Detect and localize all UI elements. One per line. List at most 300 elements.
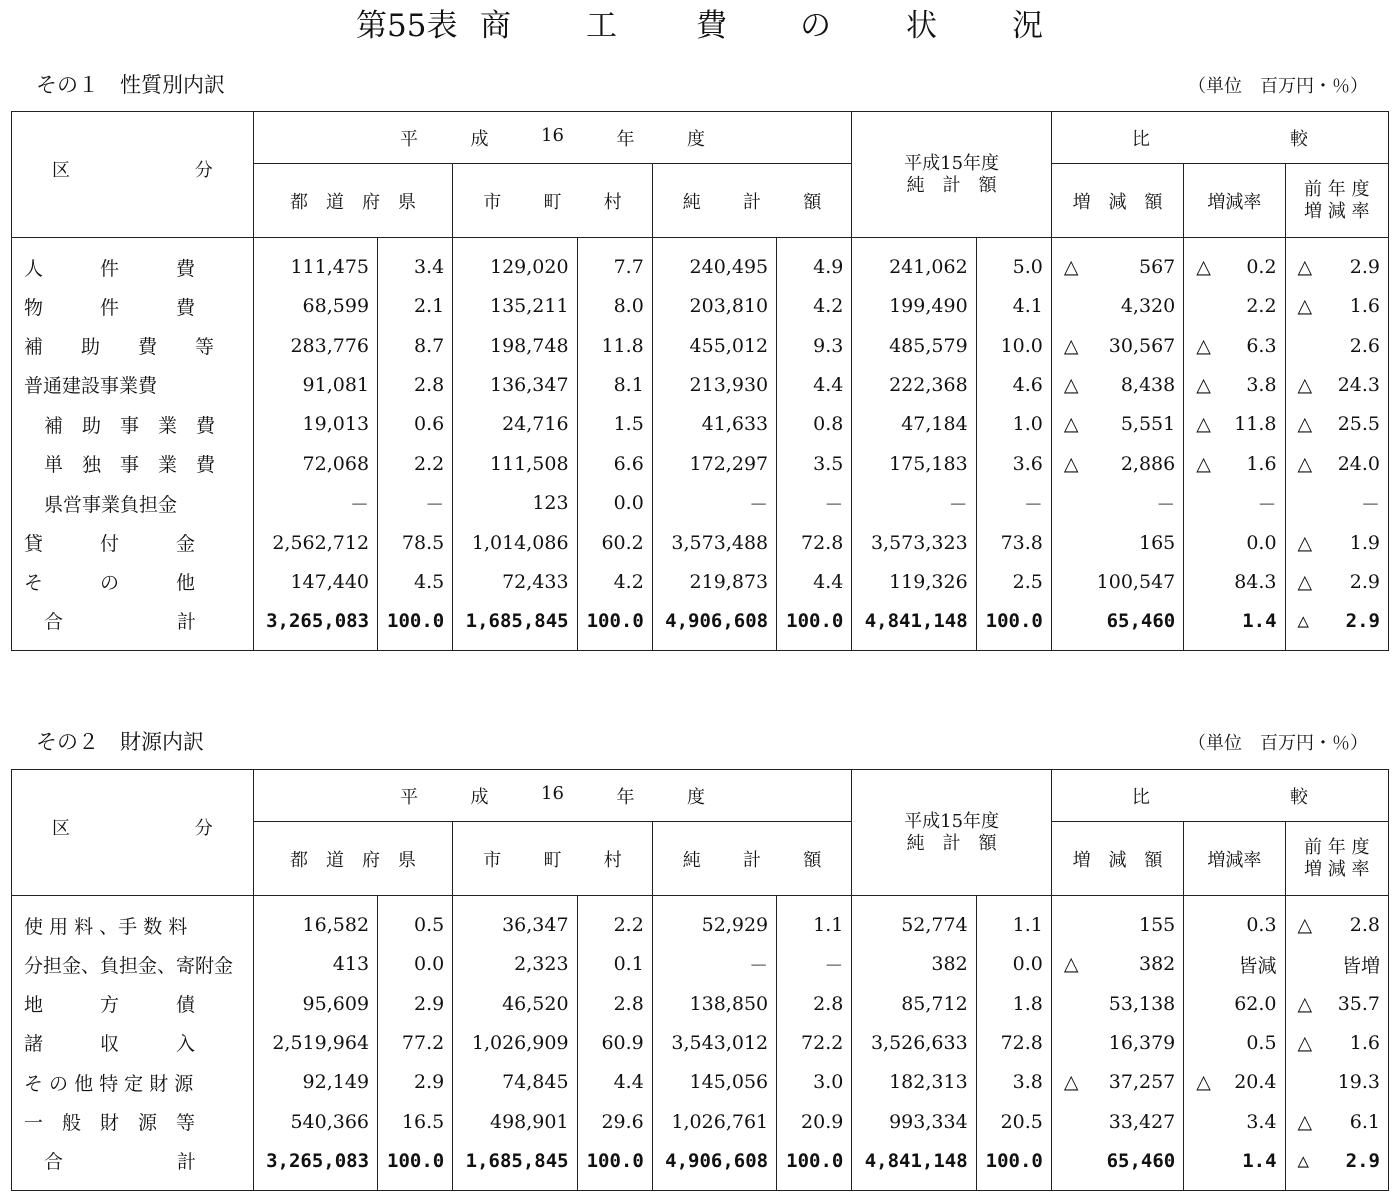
cell — [253, 326, 377, 365]
cell — [577, 444, 652, 483]
cell-value: 68,599 — [302, 295, 370, 318]
cell — [1051, 523, 1183, 562]
header-h15-line2: 純 計 額 — [906, 174, 997, 196]
cell — [577, 1023, 652, 1062]
triangle-icon: △ — [1297, 452, 1313, 475]
cell — [453, 562, 577, 601]
cell — [852, 238, 976, 287]
title-char: 費 — [696, 8, 727, 44]
header-pref: 都 道 府 県 — [253, 822, 453, 896]
header-compare-a: 比 — [1131, 786, 1150, 808]
cell — [1051, 405, 1183, 444]
cell-value: 6.3 — [1246, 334, 1277, 357]
header-h16 — [253, 112, 852, 164]
cell-value: 540,366 — [290, 1110, 370, 1133]
header-compare — [1051, 112, 1388, 164]
cell-value: 3.5 — [813, 452, 844, 475]
cell-value: 6.1 — [1349, 1110, 1380, 1133]
cell — [1184, 365, 1285, 404]
table-row — [12, 1141, 1389, 1190]
cell-value: 4,320 — [1120, 295, 1176, 318]
cell-value: 100.0 — [985, 1149, 1043, 1172]
cell — [652, 602, 776, 651]
triangle-icon: △ — [1063, 452, 1079, 475]
cell-value: 2.9 — [1349, 256, 1380, 279]
cell-value: 16,379 — [1108, 1031, 1176, 1054]
cell-value: 36,347 — [502, 914, 569, 937]
cell-value: 382 — [1138, 953, 1176, 976]
cell — [976, 523, 1051, 562]
cell — [777, 1141, 852, 1190]
row-label: 補 助 事 業 費 — [44, 414, 216, 437]
cell — [852, 326, 976, 365]
triangle-icon: △ — [1063, 1071, 1079, 1094]
cell-value: 3.6 — [1012, 452, 1043, 475]
cell — [852, 483, 976, 522]
cell — [1051, 1063, 1183, 1102]
cell — [1184, 523, 1285, 562]
cell-value: 4.9 — [813, 256, 844, 279]
page-title — [0, 4, 1400, 48]
row-label: 地 方 債 — [24, 994, 196, 1017]
triangle-icon: △ — [1196, 452, 1211, 475]
cell-value: 4.4 — [613, 1071, 644, 1094]
cell — [1285, 326, 1388, 365]
header-net-char: 純 — [682, 191, 701, 213]
cell — [1285, 896, 1388, 945]
cell — [777, 1063, 852, 1102]
cell-value: 129,020 — [490, 256, 569, 279]
cell — [453, 483, 577, 522]
cell — [652, 238, 776, 287]
cell — [652, 984, 776, 1023]
table-row — [12, 444, 1389, 483]
cell — [1051, 326, 1183, 365]
triangle-icon: △ — [1063, 953, 1079, 976]
header-prev-line1: 前 年 度 — [1304, 178, 1370, 200]
cell-value: 123 — [532, 492, 569, 515]
cell-value: 4,906,608 — [665, 609, 769, 632]
cell — [777, 562, 852, 601]
cell-value: 2.9 — [414, 1071, 445, 1094]
cell — [852, 1023, 976, 1062]
cell — [777, 945, 852, 984]
triangle-icon: △ — [1196, 256, 1211, 279]
cell-value: 20.5 — [1000, 1110, 1043, 1133]
cell — [378, 1023, 453, 1062]
header-muni — [453, 164, 653, 238]
cell-value: 2.8 — [414, 373, 445, 396]
cell — [1285, 1102, 1388, 1141]
header-net — [652, 164, 852, 238]
cell — [1184, 238, 1285, 287]
cell-value: 2.5 — [1012, 570, 1043, 593]
cell-value: 8.0 — [613, 295, 644, 318]
cell — [1184, 483, 1285, 522]
cell — [652, 945, 776, 984]
cell-value: 33,427 — [1108, 1110, 1176, 1133]
triangle-icon: △ — [1063, 413, 1079, 436]
cell-value: 74,845 — [502, 1071, 569, 1094]
header-rate: 増減率 — [1184, 822, 1285, 896]
table-row — [12, 287, 1389, 326]
row-label: 人 件 費 — [24, 257, 196, 280]
header-net-char: 額 — [803, 849, 822, 871]
cell-value: 7.7 — [613, 256, 644, 279]
header-h16-char: 平 — [399, 128, 418, 150]
cell — [253, 562, 377, 601]
cell-value: 91,081 — [302, 373, 370, 396]
cell-value: 3,573,323 — [870, 531, 968, 554]
header-kubun-a: 区 — [52, 159, 70, 181]
cell-value: 1.6 — [1349, 295, 1380, 318]
header-h16-char: 成 — [470, 128, 489, 150]
cell-value: 2.6 — [1349, 334, 1380, 357]
cell-value: 29.6 — [601, 1110, 644, 1133]
table-row — [12, 945, 1389, 984]
cell — [976, 1102, 1051, 1141]
triangle-icon: △ — [1297, 992, 1313, 1015]
cell-value: 77.2 — [401, 1031, 445, 1054]
cell-value: 95,609 — [302, 992, 370, 1015]
cell — [453, 405, 577, 444]
cell-value: 382 — [931, 953, 968, 976]
cell — [253, 405, 377, 444]
table-row — [12, 562, 1389, 601]
cell — [453, 984, 577, 1023]
cell-value: 3.4 — [414, 256, 445, 279]
header-compare-b: 較 — [1290, 786, 1308, 808]
cell — [253, 1141, 377, 1190]
cell — [577, 523, 652, 562]
cell — [378, 945, 453, 984]
cell-value: 240,495 — [689, 256, 769, 279]
cell-value: 1.1 — [1012, 914, 1043, 937]
cell-value: － — [1156, 493, 1176, 516]
header-h15 — [852, 112, 1052, 238]
cell-value: 73.8 — [1000, 531, 1043, 554]
cell — [852, 1102, 976, 1141]
header-h15-line2: 純 計 額 — [906, 832, 997, 854]
cell — [1184, 945, 1285, 984]
cell-value: 11.8 — [1234, 413, 1277, 436]
table-row — [12, 984, 1389, 1023]
cell-value: 46,520 — [502, 992, 569, 1015]
table-row — [12, 326, 1389, 365]
cell — [976, 602, 1051, 651]
cell-value: 4.2 — [613, 570, 644, 593]
cell — [378, 444, 453, 483]
cell-value: 2,886 — [1120, 452, 1176, 475]
cell-value: 2.9 — [414, 992, 445, 1015]
cell-value: 567 — [1138, 256, 1176, 279]
cell — [253, 945, 377, 984]
cell-value: 172,297 — [689, 452, 769, 475]
cell — [1285, 945, 1388, 984]
header-h16-char: 年 — [616, 128, 635, 150]
cell — [976, 365, 1051, 404]
cell — [777, 602, 852, 651]
table-row — [12, 483, 1389, 522]
row-label: 単 独 事 業 費 — [44, 454, 216, 477]
cell — [1051, 444, 1183, 483]
cell — [852, 523, 976, 562]
row-label: 補 助 費 等 — [24, 336, 215, 359]
row-label: 諸 収 入 — [24, 1033, 196, 1056]
cell-value: 53,138 — [1108, 992, 1176, 1015]
cell — [976, 562, 1051, 601]
cell — [1285, 1141, 1388, 1190]
cell-value: 145,056 — [689, 1071, 769, 1094]
cell-value: 2,519,964 — [272, 1031, 370, 1054]
cell — [577, 1102, 652, 1141]
cell-value: 16,582 — [302, 914, 370, 937]
cell — [976, 1141, 1051, 1190]
cell-value: 100.0 — [985, 609, 1043, 632]
cell-value: 60.9 — [601, 1031, 644, 1054]
cell — [652, 444, 776, 483]
cell — [1184, 984, 1285, 1023]
cell — [652, 405, 776, 444]
cell-value: 2,562,712 — [272, 531, 370, 554]
table-row — [12, 238, 1389, 287]
cell — [378, 1102, 453, 1141]
header-h16-char: 16 — [541, 124, 564, 146]
cell-value: 203,810 — [689, 295, 769, 318]
cell — [453, 1063, 577, 1102]
cell — [253, 1063, 377, 1102]
row-label: そ の 他 — [24, 572, 196, 595]
cell-value: － — [824, 493, 844, 516]
cell-value: 182,313 — [889, 1071, 968, 1094]
cell-value: 41,633 — [701, 413, 769, 436]
section1-unit: （単位 百万円・％） — [1188, 76, 1368, 97]
cell-value: － — [1023, 493, 1043, 516]
cell-value: 3,265,083 — [266, 1149, 370, 1172]
cell — [1051, 602, 1183, 651]
cell — [652, 1063, 776, 1102]
cell — [577, 1141, 652, 1190]
cell-value: 2.9 — [1349, 570, 1380, 593]
cell-value: 3.0 — [813, 1071, 844, 1094]
header-net-char: 純 — [682, 849, 701, 871]
cell — [577, 365, 652, 404]
cell-value: 993,334 — [889, 1110, 968, 1133]
cell — [1051, 1141, 1183, 1190]
cell — [453, 896, 577, 945]
cell — [1184, 405, 1285, 444]
cell — [1184, 444, 1285, 483]
cell — [1051, 483, 1183, 522]
table-row — [12, 896, 1389, 945]
cell-value: 0.0 — [1012, 953, 1043, 976]
cell-value: 47,184 — [901, 413, 968, 436]
cell — [378, 287, 453, 326]
cell-value: 283,776 — [290, 334, 370, 357]
cell-value: 1.5 — [613, 413, 644, 436]
cell — [1184, 326, 1285, 365]
cell-value: 155 — [1138, 914, 1176, 937]
triangle-icon: △ — [1297, 256, 1313, 279]
header-h15-line1: 平成15年度 — [904, 810, 1000, 832]
cell — [378, 523, 453, 562]
cell-value: 119,326 — [889, 570, 968, 593]
cell-value: 1.0 — [1012, 413, 1043, 436]
cell-value: 2.8 — [1349, 914, 1380, 937]
cell — [1184, 287, 1285, 326]
cell-value: 100.0 — [786, 609, 844, 632]
cell-value: 100.0 — [786, 1149, 844, 1172]
cell-value: 52,929 — [701, 914, 769, 937]
cell — [378, 602, 453, 651]
header-net-char: 額 — [803, 191, 822, 213]
cell — [577, 562, 652, 601]
cell — [1184, 1141, 1285, 1190]
cell-value: 62.0 — [1234, 992, 1277, 1015]
cell-value: 111,508 — [490, 452, 569, 475]
cell-value: 4.4 — [813, 570, 844, 593]
header-net — [652, 822, 852, 896]
title-char: 工 — [586, 8, 617, 44]
cell-value: 20.4 — [1234, 1071, 1277, 1094]
section2-unit: （単位 百万円・％） — [1188, 733, 1368, 754]
triangle-icon: △ — [1063, 256, 1079, 279]
cell — [976, 945, 1051, 984]
cell-value: － — [1360, 493, 1380, 516]
title-char: の — [800, 8, 831, 44]
cell-value: 92,149 — [302, 1071, 370, 1094]
cell-value: － — [824, 954, 844, 977]
cell-value: 1.4 — [1242, 609, 1277, 632]
cell-value: 1.1 — [813, 914, 844, 937]
cell — [852, 444, 976, 483]
cell-value: 8.7 — [414, 334, 445, 357]
header-prev-line2: 増 減 率 — [1304, 858, 1370, 880]
cell-value: 3,526,633 — [870, 1031, 968, 1054]
cell — [1051, 238, 1183, 287]
cell — [378, 326, 453, 365]
row-label: そ の 他 特 定 財 源 — [24, 1072, 194, 1095]
cell-value: 1.8 — [1012, 992, 1043, 1015]
cell — [852, 945, 976, 984]
cell-value: 100,547 — [1096, 570, 1176, 593]
cell — [652, 523, 776, 562]
header-compare — [1051, 770, 1388, 822]
cell-value: 147,440 — [290, 570, 370, 593]
triangle-icon: △ — [1297, 373, 1313, 396]
title-char: 状 — [906, 8, 937, 44]
cell-value: 60.2 — [601, 531, 644, 554]
cell-value: － — [948, 493, 968, 516]
header-kubun-a: 区 — [52, 817, 70, 839]
cell — [976, 483, 1051, 522]
cell-value: 84.3 — [1234, 570, 1277, 593]
cell-value: 413 — [332, 953, 370, 976]
cell-value: 0.5 — [1246, 1031, 1277, 1054]
cell — [453, 444, 577, 483]
cell-value: 2.8 — [613, 992, 644, 1015]
cell-value: 0.1 — [613, 953, 644, 976]
cell-value: 3,573,488 — [671, 531, 769, 554]
cell-value: 0.0 — [1246, 531, 1277, 554]
cell — [1184, 602, 1285, 651]
cell-value: 皆増 — [1341, 954, 1380, 977]
cell-value: 219,873 — [689, 570, 769, 593]
cell-value: 136,347 — [490, 373, 569, 396]
row-label: 一 般 財 源 等 — [24, 1112, 196, 1135]
cell-value: 2,323 — [514, 953, 569, 976]
header-prev — [1285, 164, 1388, 238]
row-label: 普通建設事業費 — [24, 375, 158, 398]
cell — [1285, 483, 1388, 522]
header-diff: 増 減 額 — [1051, 164, 1183, 238]
cell — [852, 405, 976, 444]
cell-value: 0.0 — [414, 953, 445, 976]
header-h16-char: 平 — [399, 786, 418, 808]
cell — [378, 483, 453, 522]
cell-value: 0.6 — [414, 413, 445, 436]
cell-value: 241,062 — [889, 256, 968, 279]
cell-value: 0.0 — [613, 492, 644, 515]
cell-value: 2.9 — [1345, 609, 1380, 632]
cell — [453, 945, 577, 984]
cell-value: 1.6 — [1246, 452, 1277, 475]
cell — [777, 1023, 852, 1062]
header-kubun-b: 分 — [194, 159, 213, 181]
row-label: 使 用 料 、手 数 料 — [24, 915, 188, 938]
cell — [1051, 896, 1183, 945]
header-muni-char: 村 — [603, 191, 622, 213]
cell — [976, 326, 1051, 365]
cell-value: 72,433 — [502, 570, 569, 593]
table-row — [12, 523, 1389, 562]
header-net-char: 計 — [743, 191, 762, 213]
header-rate: 増減率 — [1184, 164, 1285, 238]
cell — [378, 562, 453, 601]
header-h16-char: 成 — [470, 786, 489, 808]
cell — [852, 602, 976, 651]
cell — [652, 1023, 776, 1062]
cell — [1285, 238, 1388, 287]
triangle-icon: △ — [1297, 531, 1313, 554]
cell — [976, 1063, 1051, 1102]
cell-value: 175,183 — [889, 452, 968, 475]
section2-heading: その２ 財源内訳 — [36, 730, 204, 754]
cell-value: 485,579 — [889, 334, 968, 357]
cell-value: 8.1 — [613, 373, 644, 396]
triangle-icon: △ — [1297, 1031, 1313, 1054]
cell-value: 72,068 — [302, 452, 370, 475]
cell-value: 222,368 — [889, 373, 968, 396]
cell-value: 4,841,148 — [864, 1149, 968, 1172]
title-prefix: 第55表 — [356, 8, 458, 44]
cell — [378, 365, 453, 404]
cell-value: 4.4 — [813, 373, 844, 396]
cell-value: 135,211 — [490, 295, 569, 318]
cell-value: 72.2 — [801, 1031, 844, 1054]
cell-value: 8,438 — [1120, 373, 1176, 396]
cell — [777, 1102, 852, 1141]
triangle-icon: △ — [1063, 373, 1079, 396]
cell-value: 24.0 — [1337, 452, 1380, 475]
cell — [852, 365, 976, 404]
cell — [1184, 896, 1285, 945]
header-net-char: 計 — [743, 849, 762, 871]
cell — [253, 1023, 377, 1062]
cell-value: 20.9 — [801, 1110, 844, 1133]
cell — [453, 287, 577, 326]
cell-value: 52,774 — [901, 914, 968, 937]
